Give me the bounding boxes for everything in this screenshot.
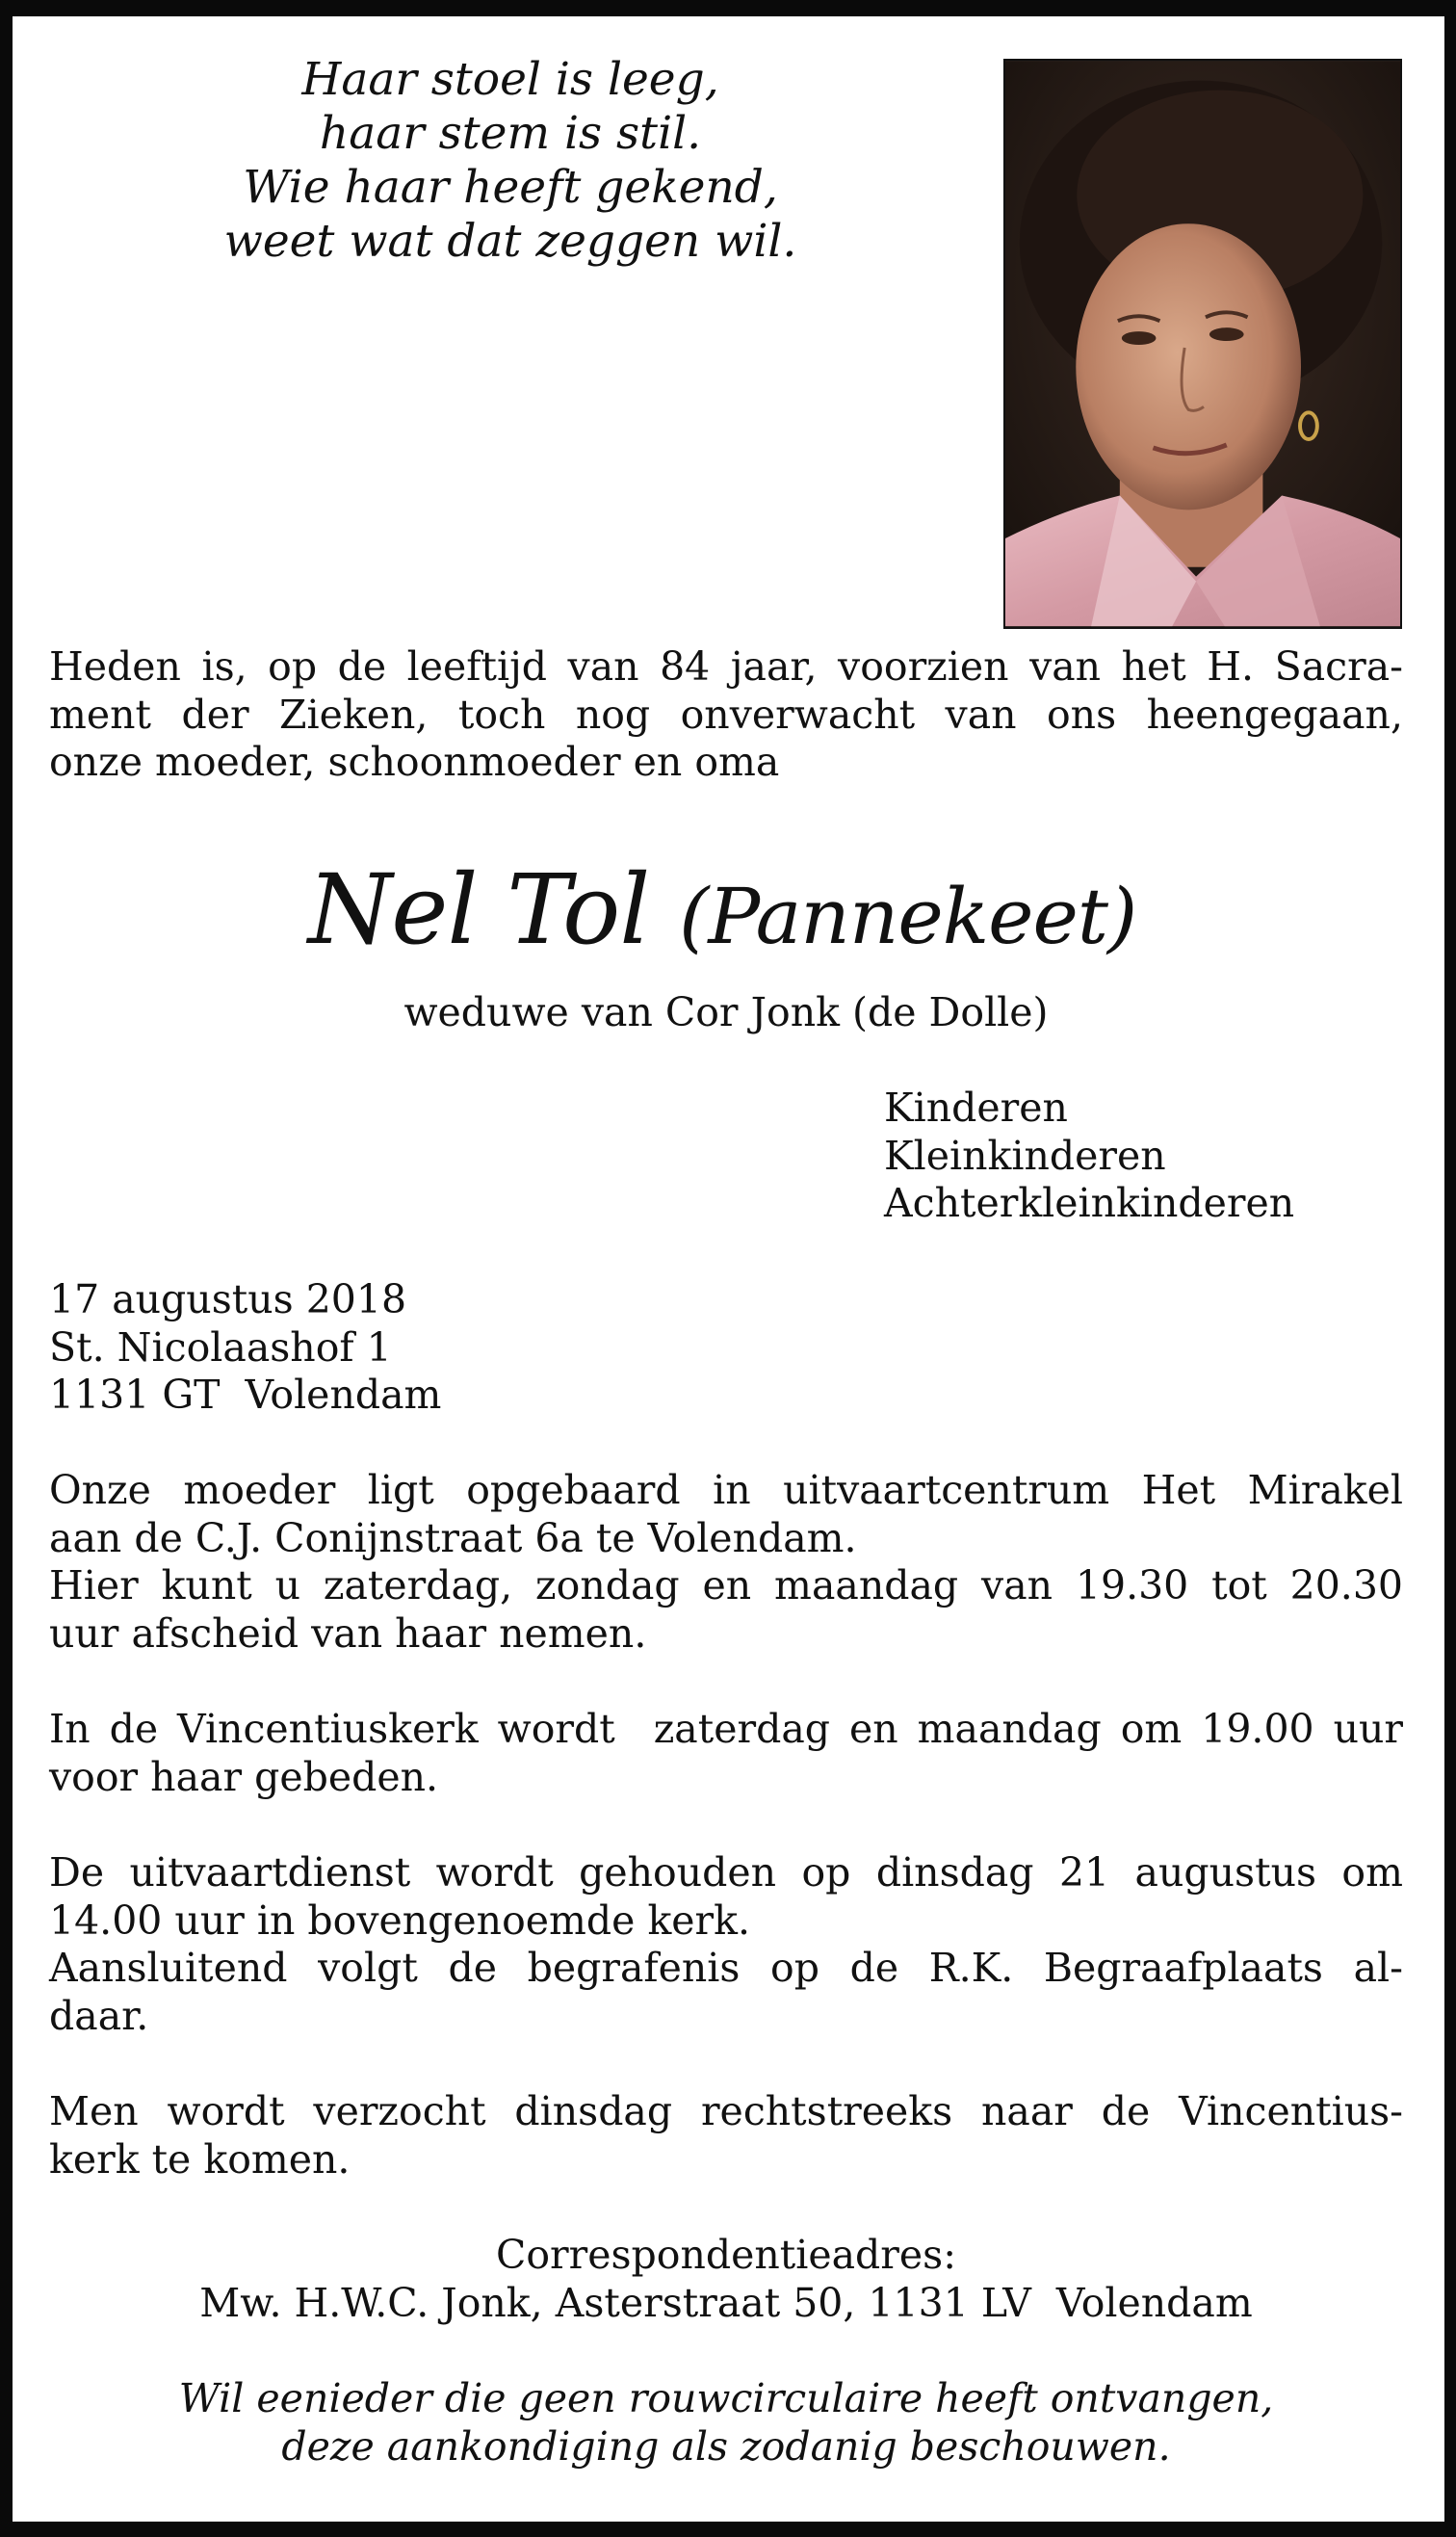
widow-of [49,989,1403,1037]
announcement-line: ment der Zieken, toch nog onverwacht van ons heengegaan, [49,691,1403,738]
poem-line: Wie haar heeft gekend, [243,161,778,214]
deceased-first-last: Nel Tol [307,853,650,966]
request-info [49,2088,1403,2184]
viewing-line: uur afscheid van haar nemen. [49,1609,647,1657]
family-list [884,1085,1404,1228]
poem [58,53,963,269]
funeral-line: 14.00 uur in bovengenoemde kerk. [49,1896,751,1944]
announcement-line: onze moeder, schoonmoeder en oma [49,739,780,785]
postal-city: 1131 GT Volendam [49,1372,442,1418]
street: St. Nicolaashof 1 [49,1323,392,1371]
prayer-info [49,1706,1403,1801]
viewing-info [49,1467,1403,1658]
request-line: Men wordt verzocht dinsdag rechtstreeks naar de Vincentius- [49,2088,1403,2134]
viewing-line: aan de C.J. Conijnstraat 6a te Volendam. [49,1514,857,1561]
poem-line: haar stem is stil. [319,107,702,160]
correspondence-address-text: Mw. H.W.C. Jonk, Asterstraat 50, 1131 LV Volendam [199,2279,1253,2326]
family-item: Kleinkinderen [884,1132,1166,1179]
family-item: Kinderen [884,1085,1068,1131]
request-line: kerk te komen. [49,2135,351,2183]
poem-line: weet wat dat zeggen wil. [223,215,797,268]
family-item: Achterkleinkinderen [884,1180,1295,1226]
closing-line: deze aankondiging als zodanig beschouwen. [281,2422,1171,2470]
viewing-line: Hier kunt u zaterdag, zondag en maandag van 19.30 tot 20.30 [49,1562,1403,1609]
funeral-line: daar. [49,1992,149,2039]
funeral-info [49,1849,1403,2040]
announcement-line: Heden is, op de leeftijd van 84 jaar, voorzien van het H. Sacra- [49,643,1403,690]
closing-note [49,2375,1403,2471]
deceased-maiden-name: (Pannekeet) [679,872,1137,961]
date: 17 augustus 2018 [49,1276,407,1322]
date-address-block [49,1276,1403,1420]
correspondence-address [49,2232,1403,2327]
portrait-photo [1003,59,1402,629]
correspondence-heading: Correspondentieadres: [495,2232,957,2278]
poem-line: Haar stoel is leeg, [301,53,719,106]
portrait-image [1005,61,1400,627]
closing-line: Wil eenieder die geen rouwcirculaire heeft ontvangen, [178,2375,1274,2421]
announcement [49,643,1403,787]
widow-of-text: weduwe van Cor Jonk (de Dolle) [403,989,1049,1035]
funeral-line: Aansluitend volgt de begrafenis op de R.K. Begraafplaats al- [49,1945,1403,1991]
prayer-line: In de Vincentiuskerk wordt zaterdag en maandag om 19.00 uur [49,1706,1403,1752]
deceased-name [116,852,1329,975]
viewing-line: Onze moeder ligt opgebaard in uitvaartcentrum Het Mirakel [49,1467,1403,1513]
funeral-line: De uitvaartdienst wordt gehouden op dinsdag 21 augustus om [49,1849,1403,1896]
prayer-line: voor haar gebeden. [49,1753,439,1800]
